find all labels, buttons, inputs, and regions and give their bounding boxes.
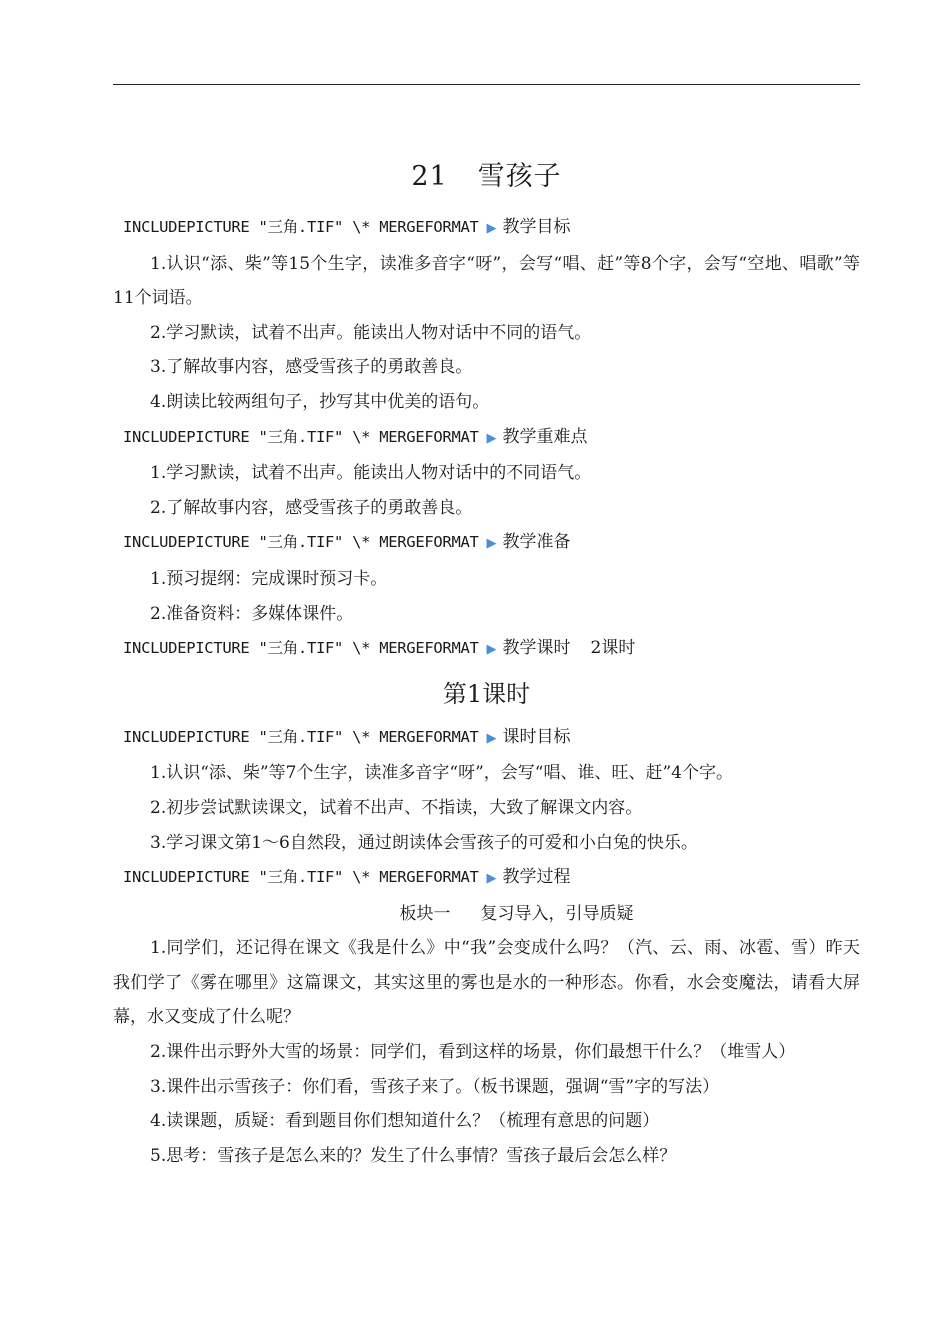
triangle-icon: ▶ xyxy=(486,642,497,658)
process-item: 2.课件出示野外大雪的场景：同学们，看到这样的场景，你们最想干什么？（堆雪人） xyxy=(150,1042,796,1063)
triangle-icon: ▶ xyxy=(486,536,497,552)
section-heading-process: INCLUDEPICTURE "三角.TIF" \* MERGEFORMAT ▶ 教学过程 xyxy=(123,867,571,888)
key-point-item: 1.学习默读，试着不出声。能读出人物对话中的不同语气。 xyxy=(150,463,592,484)
document-body xyxy=(113,150,860,1173)
period-goal-item: 1.认识“添、柴”等7个生字，读准多音字“呀”，会写“唱、谁、旺、赶”4个字。 xyxy=(150,763,733,784)
triangle-icon: ▶ xyxy=(486,730,497,746)
preparation-item: 2.准备资料：多媒体课件。 xyxy=(150,603,354,624)
include-field-code: INCLUDEPICTURE "三角.TIF" \* MERGEFORMAT xyxy=(123,868,479,887)
process-item: 3.课件出示雪孩子：你们看，雪孩子来了。（板书课题，强调“雪”字的写法） xyxy=(150,1076,720,1097)
include-field-code: INCLUDEPICTURE "三角.TIF" \* MERGEFORMAT xyxy=(123,218,479,236)
include-field-code: INCLUDEPICTURE "三角.TIF" \* MERGEFORMAT xyxy=(123,427,479,446)
periods-value: 2课时 xyxy=(590,638,636,659)
key-point-item: 2.了解故事内容，感受雪孩子的勇敢善良。 xyxy=(150,497,473,518)
section-heading-period-goals: INCLUDEPICTURE "三角.TIF" \* MERGEFORMAT ▶ 课时目标 xyxy=(123,726,571,747)
triangle-icon: ▶ xyxy=(486,871,497,887)
process-item: 4.读课题，质疑：看到题目你们想知道什么？（梳理有意思的问题） xyxy=(150,1111,660,1132)
include-field-code: INCLUDEPICTURE "三角.TIF" \* MERGEFORMAT xyxy=(123,727,479,746)
triangle-icon: ▶ xyxy=(486,430,497,446)
section-heading-periods: INCLUDEPICTURE "三角.TIF" \* MERGEFORMAT ▶ 教学课时 2课时 xyxy=(123,638,636,659)
goal-item: 4.朗读比较两组句子，抄写其中优美的语句。 xyxy=(150,391,490,412)
triangle-icon: ▶ xyxy=(486,221,497,236)
lesson-name: 雪孩子 xyxy=(477,161,562,192)
process-item: 1.同学们，还记得在课文《我是什么》中“我”会变成什么吗？（汽、云、雨、冰雹、雪）昨天我们学了《雾在哪里》这篇课文，其实这里的雾也是水的一种形态。你看，水会变魔法，请看大屏幕，水又变成了什么呢？ xyxy=(113,938,860,1028)
process-item: 5.思考：雪孩子是怎么来的？发生了什么事情？雪孩子最后会怎么样？ xyxy=(150,1145,677,1166)
section-heading-key-points: INCLUDEPICTURE "三角.TIF" \* MERGEFORMAT ▶ 教学重难点 xyxy=(123,426,588,447)
period-title: 第1课时 xyxy=(442,679,531,708)
goal-item: 1.认识“添、柴”等15个生字，读准多音字“呀”，会写“唱、赶”等8个字，会写“空地、唱歌”等11个词语。 xyxy=(113,253,860,309)
goal-item: 2.学习默读，试着不出声。能读出人物对话中不同的语气。 xyxy=(150,322,592,343)
include-field-code: INCLUDEPICTURE "三角.TIF" \* MERGEFORMAT xyxy=(123,639,479,658)
block-heading: 板块一 复习导入，引导质疑 xyxy=(399,903,634,924)
period-goal-item: 2.初步尝试默读课文，试着不出声、不指读，大致了解课文内容。 xyxy=(150,797,643,818)
goal-item: 3.了解故事内容，感受雪孩子的勇敢善良。 xyxy=(150,357,473,378)
period-goal-item: 3.学习课文第1～6自然段，通过朗读体会雪孩子的可爱和小白兔的快乐。 xyxy=(150,832,698,853)
section-heading-preparation: INCLUDEPICTURE "三角.TIF" \* MERGEFORMAT ▶ 教学准备 xyxy=(123,532,571,553)
include-field-code: INCLUDEPICTURE "三角.TIF" \* MERGEFORMAT xyxy=(123,533,479,552)
lesson-number: 21 xyxy=(411,161,448,192)
section-heading-goals: INCLUDEPICTURE "三角.TIF" \* MERGEFORMAT ▶ 教学目标 xyxy=(123,217,571,237)
header-rule xyxy=(113,84,860,85)
preparation-item: 1.预习提纲：完成课时预习卡。 xyxy=(150,568,388,589)
lesson-title xyxy=(113,150,860,204)
